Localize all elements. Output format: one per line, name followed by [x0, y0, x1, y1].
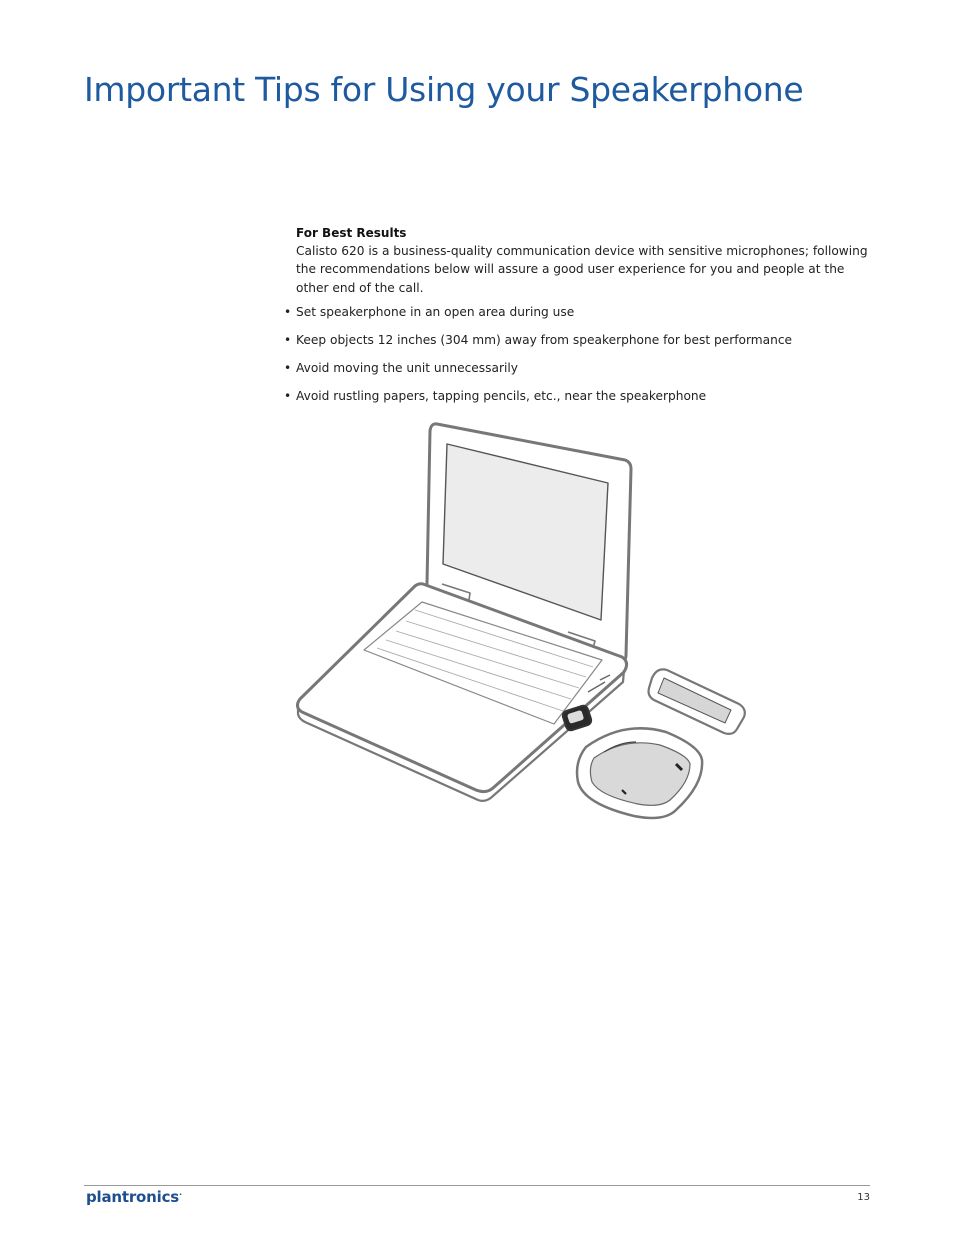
section-heading: For Best Results — [296, 226, 407, 240]
bullet: • — [284, 389, 292, 403]
bullet: • — [284, 333, 292, 347]
speakerphone-setup-illustration — [290, 412, 760, 828]
tip-text: Avoid rustling papers, tapping pencils, etc., near the speakerphone — [296, 389, 707, 403]
footer-rule — [84, 1185, 870, 1186]
tips-list — [284, 303, 884, 415]
plantronics-logo — [86, 1188, 182, 1206]
tip-text: Set speakerphone in an open area during use — [296, 305, 575, 319]
list-item — [284, 359, 884, 377]
logo-mark: . — [179, 1188, 182, 1197]
section-body: Calisto 620 is a business-quality communication device with sensitive microphones; following the recommendations below will assure a good user experience for you and people at the other end of the call. — [296, 244, 868, 295]
tip-text: Keep objects 12 inches (304 mm) away from speakerphone for best performance — [296, 333, 793, 347]
page-number: 13 — [857, 1192, 870, 1203]
laptop-illustration — [297, 424, 631, 801]
logo-wordmark: plantronics — [86, 1188, 179, 1206]
list-item — [284, 303, 884, 321]
tip-text: Avoid moving the unit unnecessarily — [296, 361, 518, 375]
bullet: • — [284, 361, 292, 375]
best-results-section — [296, 224, 876, 297]
list-item — [284, 387, 884, 405]
phone-illustration — [649, 669, 745, 734]
bullet: • — [284, 305, 292, 319]
page-title: Important Tips for Using your Speakerphone — [84, 70, 804, 109]
speakerphone-illustration — [577, 728, 702, 818]
list-item — [284, 331, 884, 349]
